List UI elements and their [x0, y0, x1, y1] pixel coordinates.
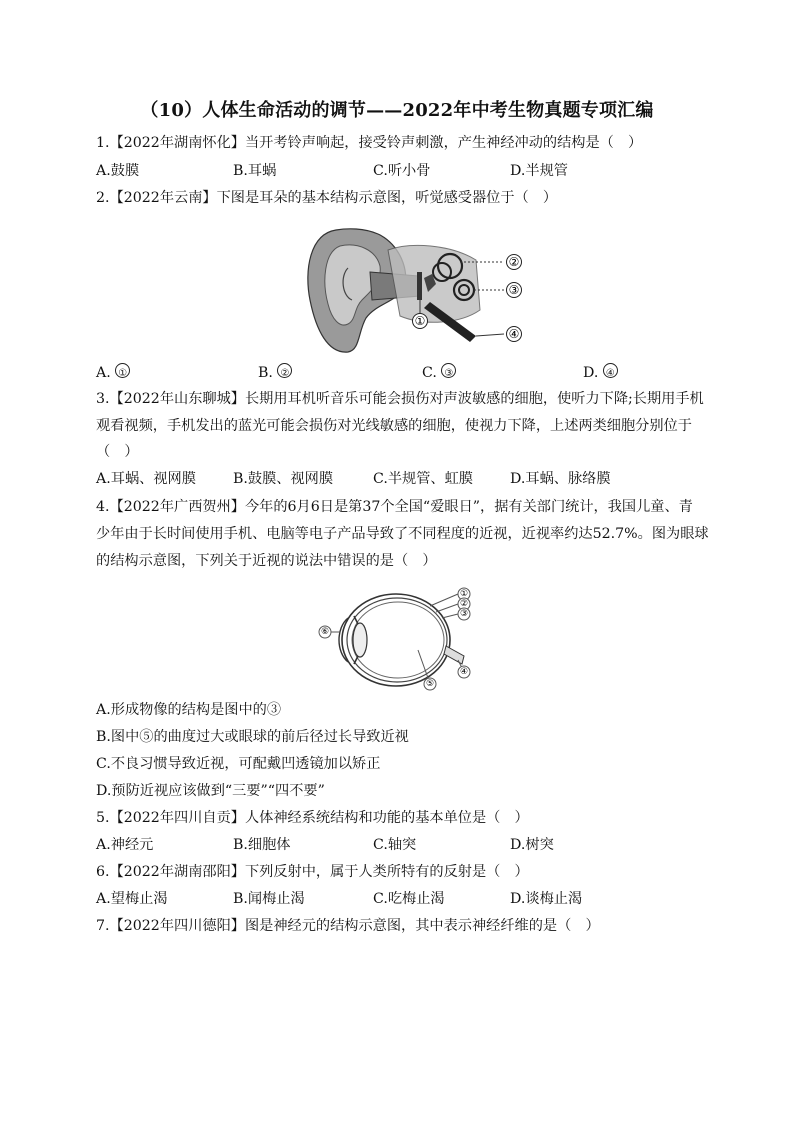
q4-option-c[interactable]: C.不良习惯导致近视，可配戴凹透镜加以矫正 [96, 756, 381, 772]
eye-label-3: ③ [459, 609, 469, 619]
q6-stem: 6.【2022年湖南邵阳】下列反射中，属于人类所特有的反射是（ ） [96, 864, 529, 880]
page-title: （10）人体生命活动的调节——2022年中考生物真题专项汇编 [140, 100, 654, 121]
q2-option-b-letter: B. [258, 365, 273, 381]
q3-option-a[interactable]: A.耳蜗、视网膜 [96, 471, 196, 487]
eye-label-5: ⑤ [425, 679, 435, 689]
q5-option-a[interactable]: A.神经元 [96, 837, 154, 853]
q3-options [96, 469, 716, 489]
q3-option-c[interactable]: C.半规管、虹膜 [373, 471, 473, 487]
q3-option-b[interactable]: B.鼓膜、视网膜 [233, 471, 334, 487]
q2-option-d-letter: D. [583, 365, 599, 381]
q5-option-b[interactable]: B.细胞体 [233, 837, 291, 853]
eye-label-6: ⑥ [320, 627, 330, 637]
q2-option-c-letter: C. [422, 365, 437, 381]
q6-options [96, 889, 716, 909]
q3-option-d[interactable]: D.耳蜗、脉络膜 [510, 471, 611, 487]
q6-option-d[interactable]: D.谈梅止渴 [510, 891, 583, 907]
eye-label-1: ① [459, 589, 469, 599]
q6-option-a[interactable]: A.望梅止渴 [96, 891, 168, 907]
q5-stem: 5.【2022年四川自贡】人体神经系统结构和功能的基本单位是（ ） [96, 810, 529, 826]
eyeball-structure-figure [318, 584, 478, 694]
q7-stem: 7.【2022年四川德阳】图是神经元的结构示意图，其中表示神经纤维的是（ ） [96, 918, 600, 934]
q1-option-c[interactable]: C.听小骨 [373, 163, 431, 179]
q4-option-a[interactable]: A.形成物像的结构是图中的③ [96, 702, 282, 718]
q6-option-c[interactable]: C.吃梅止渴 [373, 891, 445, 907]
q1-option-b[interactable]: B.耳蜗 [233, 163, 277, 179]
ear-label-2: ② [508, 255, 520, 269]
ear-label-3: ③ [508, 283, 520, 297]
q3-stem-line3: （ ） [96, 444, 139, 460]
ear-label-1: ① [414, 314, 426, 328]
q3-stem-line1: 3.【2022年山东聊城】长期用耳机听音乐可能会损伤对声波敏感的细胞，使听力下降;长期用手机 [96, 391, 704, 407]
q2-option-b-mark: ② [277, 363, 292, 378]
q2-option-c-mark: ③ [441, 363, 456, 378]
eye-label-2: ② [459, 599, 469, 609]
q2-option-b[interactable] [258, 363, 292, 383]
eye-label-4: ④ [459, 667, 469, 677]
q2-option-a-letter: A. [96, 365, 111, 381]
ear-label-4: ④ [508, 327, 520, 341]
q5-option-d[interactable]: D.树突 [510, 837, 554, 853]
q2-option-a[interactable] [96, 363, 130, 383]
q4-option-b[interactable]: B.图中⑤的曲度过大或眼球的前后径过长导致近视 [96, 729, 409, 745]
q4-stem-line1: 4.【2022年广西贺州】今年的6月6日是第37个全国“爱眼日”，据有关部门统计，我国儿童、青 [96, 499, 693, 515]
q2-stem: 2.【2022年云南】下图是耳朵的基本结构示意图，听觉感受器位于（ ） [96, 190, 558, 206]
q2-option-a-mark: ① [115, 363, 130, 378]
q1-option-a[interactable]: A.鼓膜 [96, 163, 140, 179]
q6-option-b[interactable]: B.闻梅止渴 [233, 891, 305, 907]
q2-option-c[interactable] [422, 363, 456, 383]
q5-options [96, 835, 716, 855]
q1-option-d[interactable]: D.半规管 [510, 163, 568, 179]
q4-stem-line3: 的结构示意图，下列关于近视的说法中错误的是（ ） [96, 553, 437, 569]
q2-option-d[interactable] [583, 363, 618, 383]
ear-structure-figure [300, 220, 540, 360]
q4-stem-line2: 少年由于长时间使用手机、电脑等电子产品导致了不同程度的近视，近视率约达52.7%。图为眼球 [96, 526, 709, 542]
q1-options [96, 161, 716, 181]
q1-stem: 1.【2022年湖南怀化】当开考铃声响起，接受铃声刺激，产生神经冲动的结构是（ ） [96, 135, 643, 151]
q4-option-d[interactable]: D.预防近视应该做到“三要”“四不要” [96, 783, 325, 799]
q5-option-c[interactable]: C.轴突 [373, 837, 417, 853]
q2-options [96, 363, 716, 383]
q3-stem-line2: 观看视频，手机发出的蓝光可能会损伤对光线敏感的细胞，使视力下降，上述两类细胞分别位于 [96, 418, 692, 434]
q2-option-d-mark: ④ [603, 363, 618, 378]
